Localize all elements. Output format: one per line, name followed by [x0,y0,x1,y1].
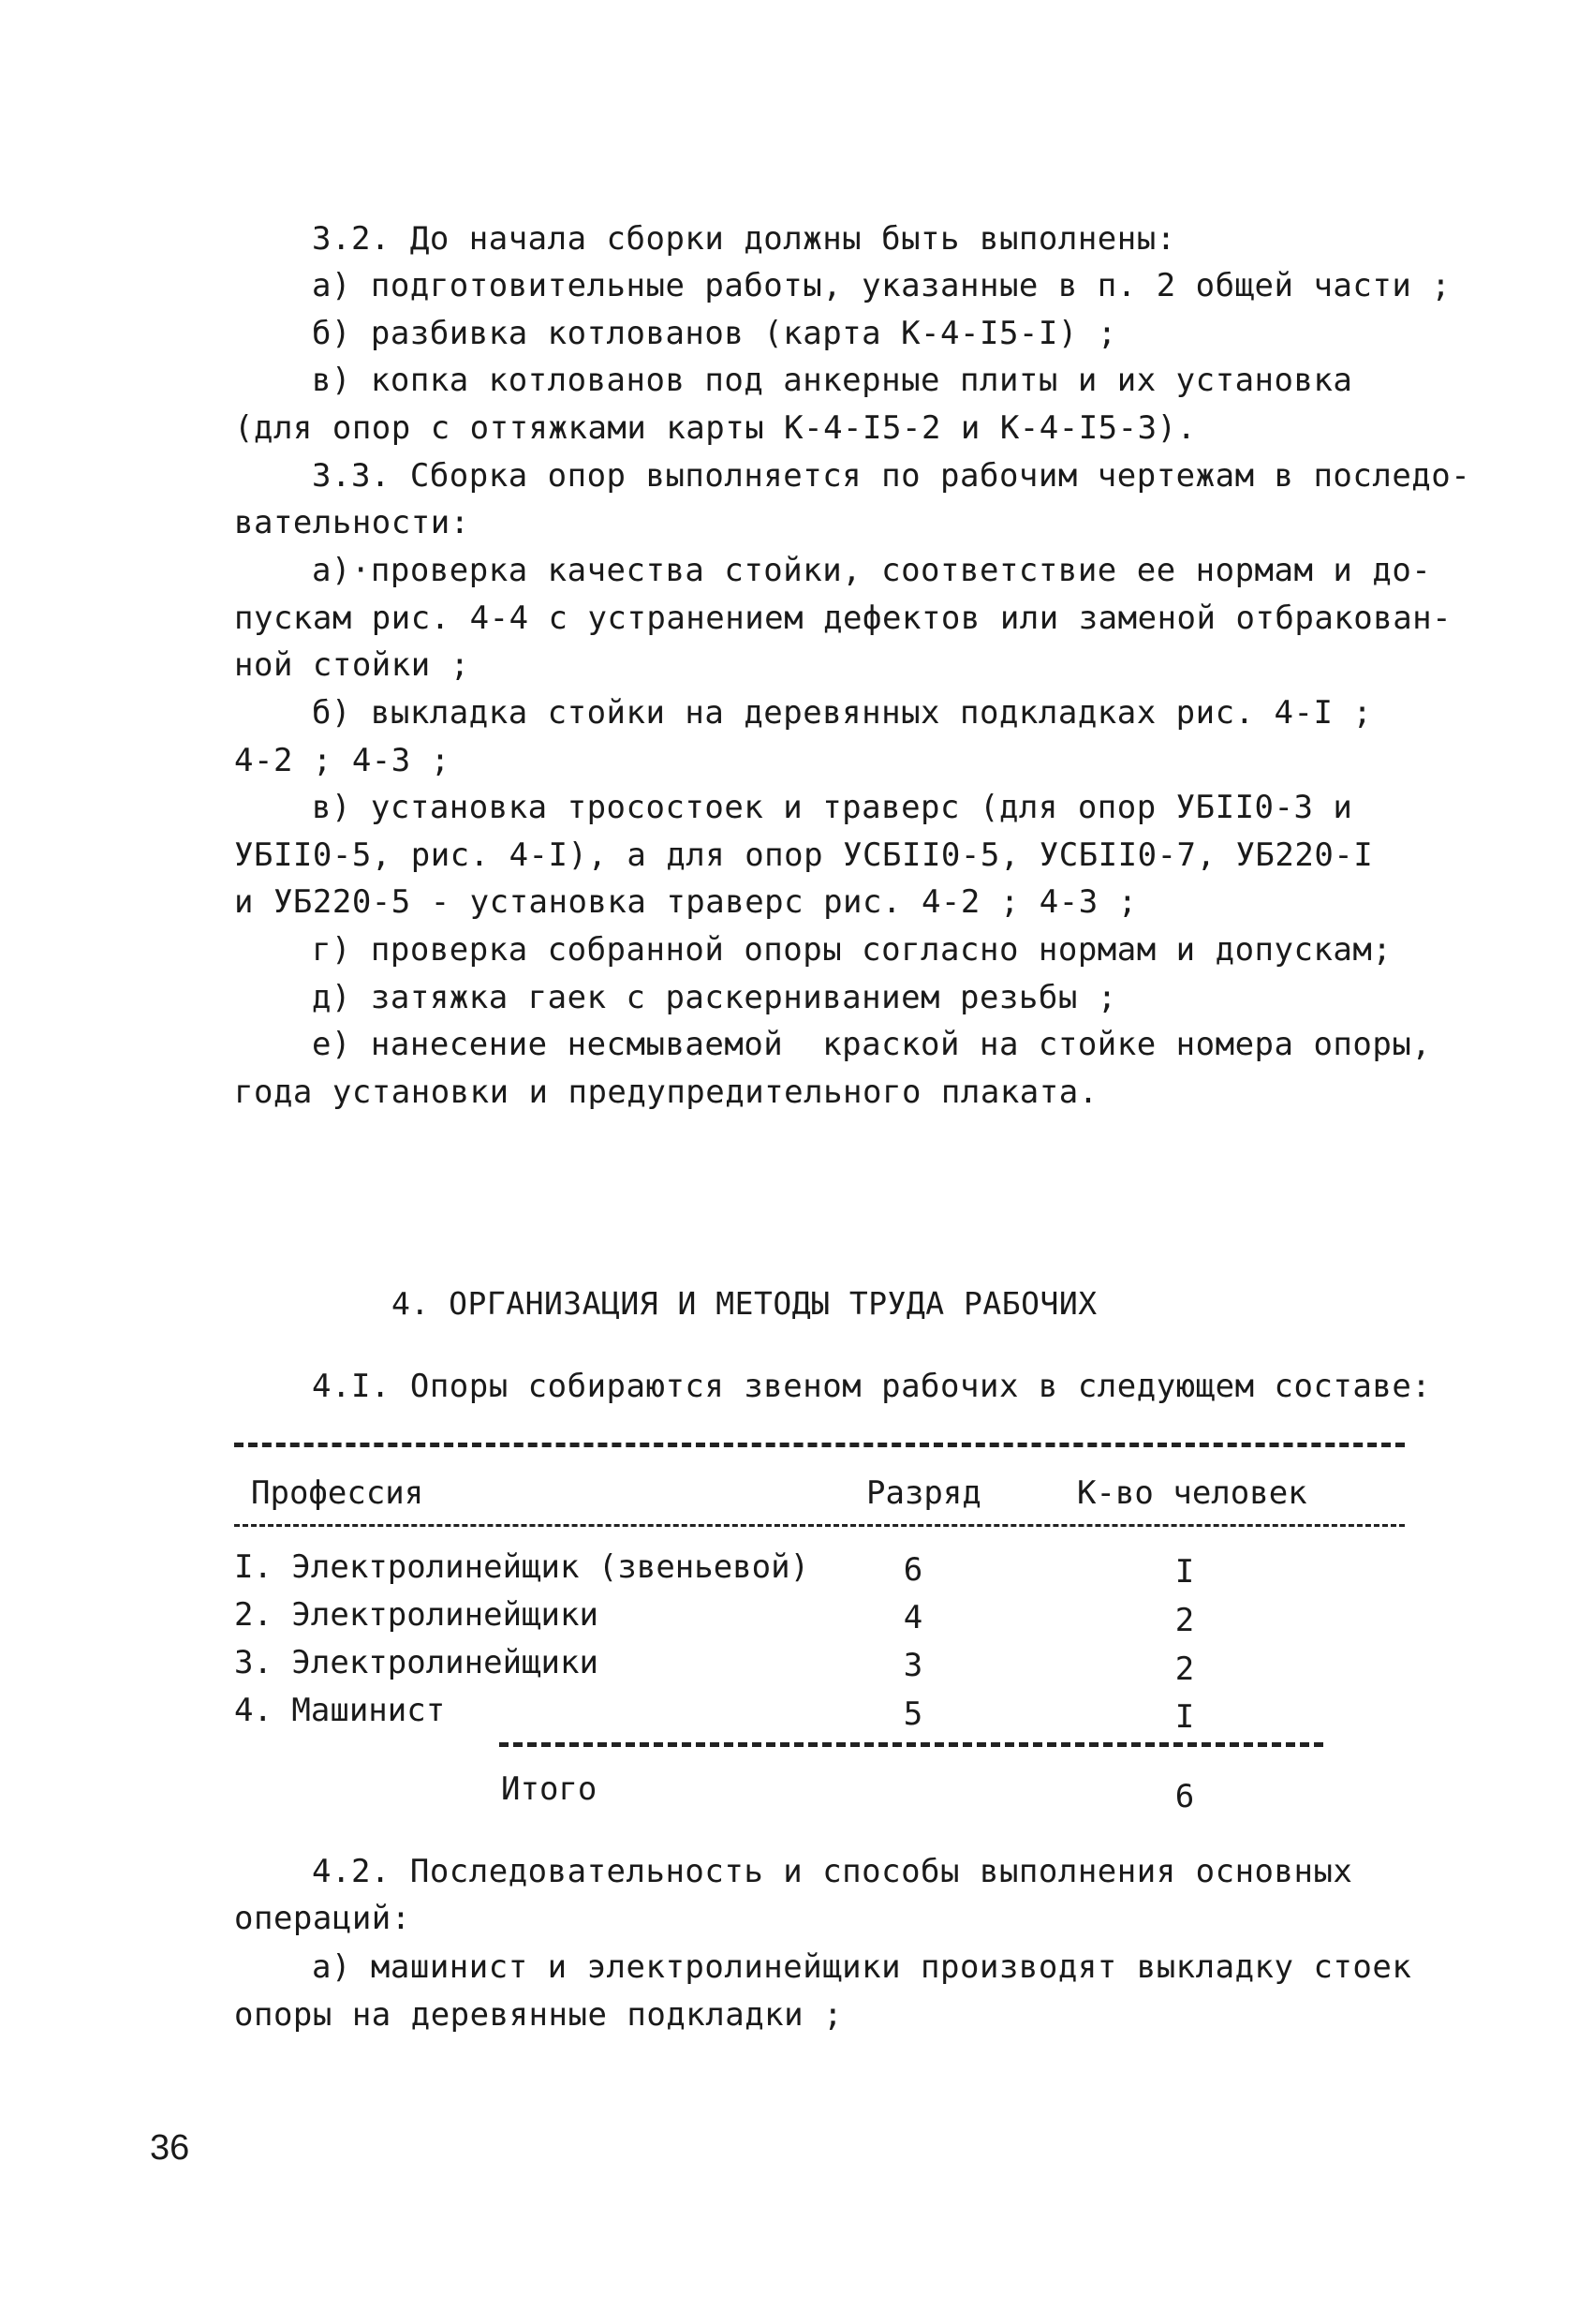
paragraph-3-3-item-v-line3: и УБ220-5 - установка траверс рис. 4-2 ; 4-3 ; [234,883,1138,921]
table-cell-profession: 3. Электролинейщики [234,1644,598,1681]
paragraph-3-2-item-c-line1: в) копка котлованов под анкерные плиты и их установка [312,362,1353,399]
table-header-profession: Профессия [251,1474,424,1512]
paragraph-3-3-item-e-line2: года установки и предупредительного плаката. [234,1073,1099,1111]
paragraph-3-3-item-v-line2: УБII0-5, рис. 4-I), а для опор УСБII0-5, УСБII0-7, УБ220-I [234,836,1374,874]
table-header-rule [234,1524,1405,1527]
paragraph-3-2-item-a: а) подготовительные работы, указанные в п. 2 общей части ; [312,267,1452,304]
table-cell-grade: 6 [903,1551,923,1589]
paragraph-4-2-item-a-line1: а) машинист и электролинейщики производят выкладку стоек [312,1948,1412,1986]
table-total-value: 6 [1174,1778,1195,1815]
table-cell-profession: 4. Машинист [234,1692,446,1729]
table-cell-count: 2 [1174,1602,1195,1639]
table-cell-profession: I. Электролинейщик (звеньевой) [234,1548,810,1586]
table-top-rule [234,1443,1405,1447]
paragraph-3-3-item-e-line1: е) нанесение несмываемой краской на стойке номера опоры, [312,1026,1432,1063]
paragraph-3-3-item-b-line2: 4-2 ; 4-3 ; [234,742,450,779]
paragraph-3-2-item-c-line2: (для опор с оттяжками карты К-4-I5-2 и К-4-I5-3). [234,409,1197,447]
table-header-count: К-во человек [1077,1474,1307,1512]
table-cell-grade: 4 [903,1599,923,1636]
table-header-grade: Разряд [866,1474,981,1512]
paragraph-4-2-line1: 4.2. Последовательность и способы выполнения основных [312,1853,1353,1890]
page-number: 36 [150,2128,190,2168]
table-cell-grade: 5 [903,1695,923,1733]
paragraph-3-2-title: 3.2. До начала сборки должны быть выполнены: [312,220,1176,258]
paragraph-3-3-item-v-line1: в) установка тросостоек и траверс (для опор УБII0-3 и [312,789,1353,826]
paragraph-3-3-item-a-line1: а)·проверка качества стойки, соответствие ее нормам и до- [312,552,1432,589]
table-cell-grade: 3 [903,1647,923,1684]
table-cell-count: 2 [1174,1650,1195,1688]
paragraph-4-2-item-a-line2: опоры на деревянные подкладки ; [234,1996,844,2034]
table-cell-count: I [1174,1698,1195,1736]
paragraph-3-3-item-d: д) затяжка гаек с раскерниванием резьбы ; [312,979,1117,1016]
table-total-label: Итого [501,1770,597,1808]
table-total-rule [499,1742,1323,1747]
paragraph-3-3-item-g: г) проверка собранной опоры согласно нормам и допускам; [312,931,1393,969]
paragraph-3-3-line2: вательности: [234,504,470,541]
paragraph-4-1: 4.I. Опоры собираются звеном рабочих в следующем составе: [312,1368,1432,1405]
table-cell-profession: 2. Электролинейщики [234,1596,598,1634]
paragraph-3-3-line1: 3.3. Сборка опор выполняется по рабочим чертежам в последо- [312,457,1471,495]
paragraph-3-3-item-a-line3: ной стойки ; [234,646,470,684]
paragraph-3-3-item-a-line2: пускам рис. 4-4 с устранением дефектов или заменой отбракован- [234,600,1453,637]
paragraph-3-2-item-b: б) разбивка котлованов (карта К-4-I5-I) ; [312,315,1117,352]
paragraph-3-3-item-b-line1: б) выкладка стойки на деревянных подкладках рис. 4-I ; [312,694,1373,732]
section-4-heading: 4. ОРГАНИЗАЦИЯ И МЕТОДЫ ТРУДА РАБОЧИХ [391,1285,1098,1322]
paragraph-4-2-line2: операций: [234,1900,411,1937]
table-cell-count: I [1174,1553,1195,1591]
